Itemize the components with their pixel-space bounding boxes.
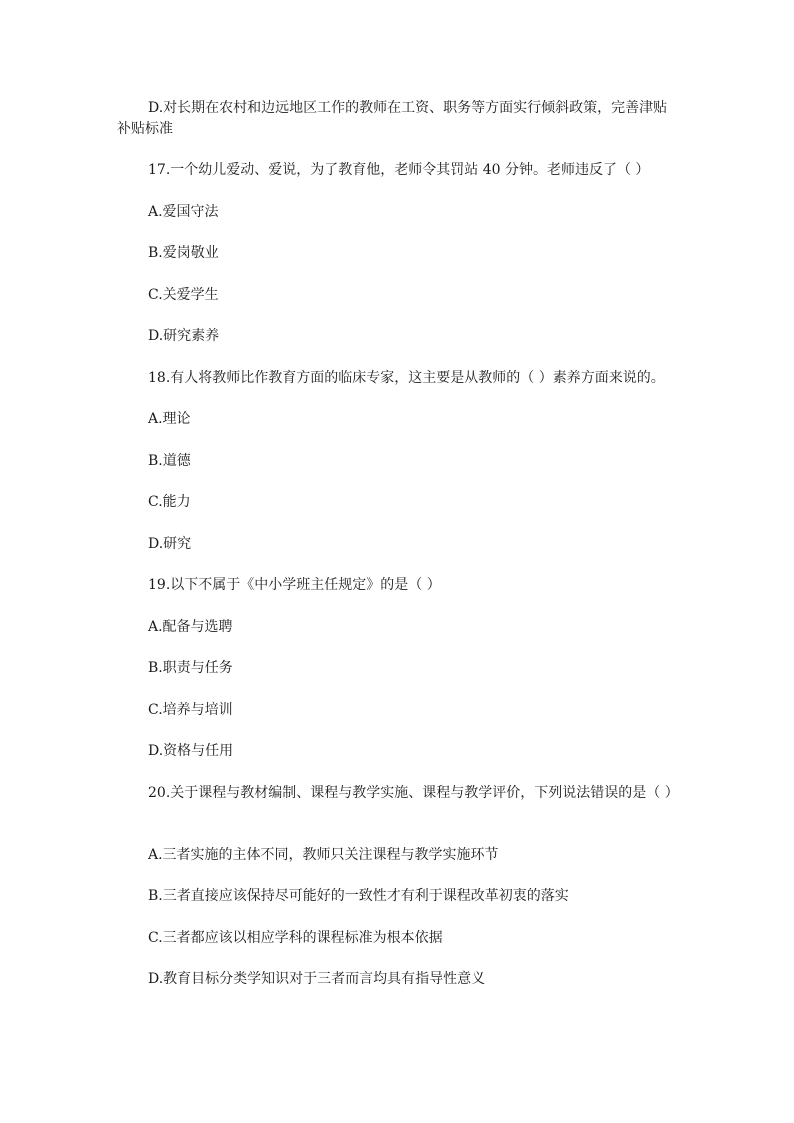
q20-option-d: D.教育目标分类学知识对于三者而言均具有指导性意义: [148, 971, 486, 987]
q20-option-c: C.三者都应该以相应学科的课程标准为根本依据: [148, 930, 443, 946]
q19-option-a: A.配备与选聘: [148, 619, 233, 635]
q17-option-b: B.爱岗敬业: [148, 245, 219, 261]
q17-stem: 17.一个幼儿爱动、爱说，为了教育他，老师令其罚站 40 分钟。老师违反了（ ）: [148, 162, 650, 178]
q20-option-a: A.三者实施的主体不同，教师只关注课程与教学实施环节: [148, 847, 499, 863]
q19-option-d: D.资格与任用: [148, 743, 234, 759]
q17-option-a: A.爱国守法: [148, 204, 219, 220]
q20-option-b: B.三者直接应该保持尽可能好的一致性才有利于课程改革初衷的落实: [148, 888, 569, 904]
q20-stem: 20.关于课程与教材编制、课程与教学实施、课程与教学评价，下列说法错误的是（ ）: [148, 785, 679, 801]
q19-option-c: C.培养与培训: [148, 702, 233, 718]
q18-option-a: A.理论: [148, 411, 191, 427]
q19-stem: 19.以下不属于《中小学班主任规定》的是（ ）: [148, 577, 441, 593]
q19-option-b: B.职责与任务: [148, 660, 233, 676]
q18-option-d: D.研究: [148, 536, 192, 552]
q18-option-b: B.道德: [148, 453, 191, 469]
q16-option-d: D.对长期在农村和边远地区工作的教师在工资、职务等方面实行倾斜政策，完善津贴补贴标准: [117, 100, 668, 137]
q18-stem: 18.有人将教师比作教育方面的临床专家，这主要是从教师的（ ）素养方面来说的。: [148, 370, 665, 386]
q17-option-d: D.研究素养: [148, 328, 220, 344]
q17-option-c: C.关爱学生: [148, 287, 219, 303]
q18-option-c: C.能力: [148, 494, 191, 510]
